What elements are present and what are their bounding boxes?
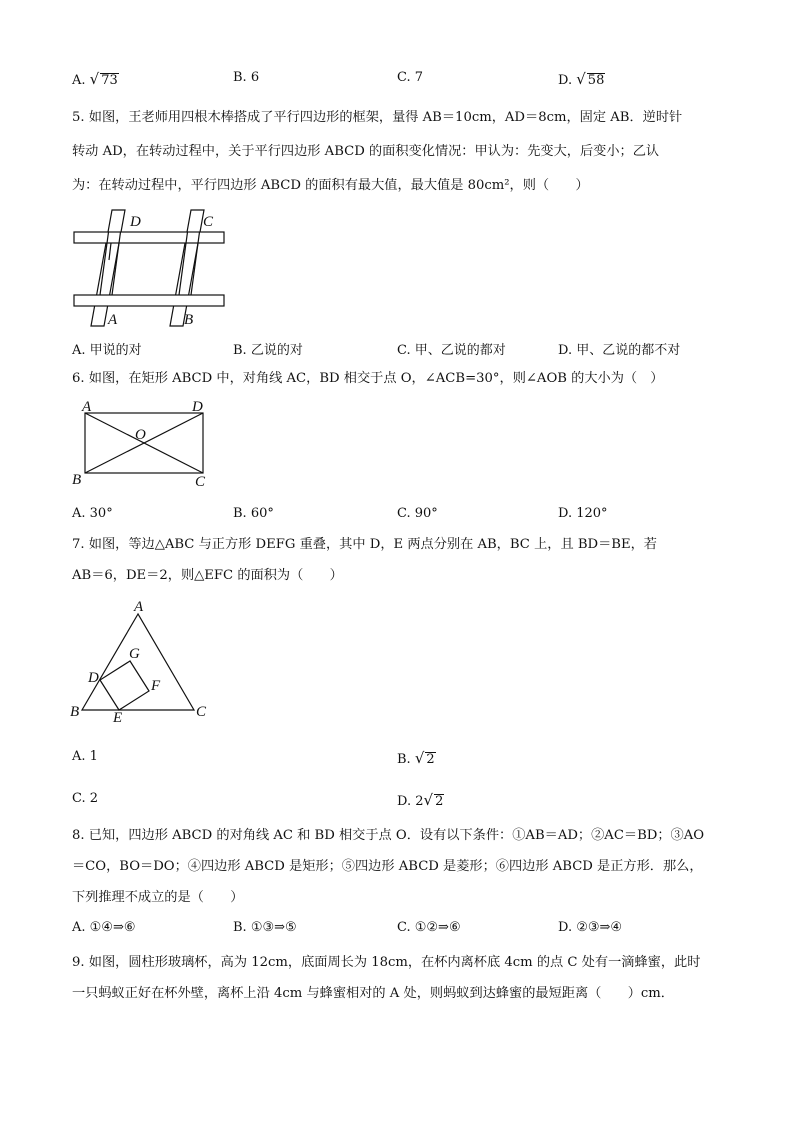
q7-text-line: AB＝6，DE＝2，则△EFC 的面积为（ ） <box>72 568 343 583</box>
q8-option-b[interactable]: B. ①③⇒⑤ <box>233 920 297 935</box>
label-b: B <box>70 704 80 720</box>
q5-option-d[interactable]: D. 甲、乙说的都不对 <box>558 343 681 358</box>
label-d: D <box>192 399 203 415</box>
q5-option-a[interactable]: A. 甲说的对 <box>72 343 142 358</box>
q5-text-line: 5. 如图，王老师用四根木棒搭成了平行四边形的框架，量得 AB＝10cm，AD＝8cm，固定 AB．逆时针 <box>72 110 683 125</box>
sqrt-symbol: √ <box>576 70 586 88</box>
q4-option-a[interactable]: A. √ 73 <box>72 70 118 88</box>
label-d: D <box>130 214 141 230</box>
label-o: O <box>135 427 146 443</box>
sqrt-symbol: √ <box>423 791 434 809</box>
label-e: E <box>113 710 123 726</box>
stick-bc <box>170 210 204 326</box>
q8-text-line: ＝CO，BO＝DO；④四边形 ABCD 是矩形；⑤四边形 ABCD 是菱形；⑥四边形 ABCD 是正方形．那么， <box>72 859 703 874</box>
q8-text-line: 下列推理不成立的是（ ） <box>72 890 244 905</box>
label-a: A <box>82 399 92 415</box>
label-b: B <box>72 472 82 488</box>
q8-option-c[interactable]: C. ①②⇒⑥ <box>397 920 461 935</box>
q7-option-b[interactable]: B. √ 2 <box>397 749 435 767</box>
q6-text-line: 6. 如图，在矩形 ABCD 中，对角线 AC，BD 相交于点 O，∠ACB=30°，则∠AOB 的大小为（ ） <box>72 371 664 386</box>
q9-text-line: 9. 如图，圆柱形玻璃杯，高为 12cm，底面周长为 18cm，在杯内离杯底 4cm 的点 C 处有一滴蜂蜜，此时 <box>72 955 701 970</box>
sqrt-symbol: √ <box>414 749 425 767</box>
q7-option-a[interactable]: A. 1 <box>72 749 98 764</box>
q5-text-line: 转动 AD，在转动过程中，关于平行四边形 ABCD 的面积变化情况：甲认为：先变大，后变小；乙认 <box>72 144 660 159</box>
q6-option-c[interactable]: C. 90° <box>397 506 438 521</box>
q6-option-a[interactable]: A. 30° <box>72 506 113 521</box>
q7-text-line: 7. 如图，等边△ABC 与正方形 DEFG 重叠，其中 D，E 两点分别在 AB，BC 上，且 BD＝BE，若 <box>72 537 657 552</box>
q7-option-d[interactable]: D. 2√ 2 <box>397 791 444 809</box>
q6-option-d[interactable]: D. 120° <box>558 506 608 521</box>
q9-text-line: 一只蚂蚁正好在杯外壁，离杯上沿 4cm 与蜂蜜相对的 A 处，则蚂蚁到达蜂蜜的最短距离（ ）cm． <box>72 986 674 1001</box>
stick-ab <box>74 295 224 306</box>
label-g: G <box>129 646 140 662</box>
q5-option-b[interactable]: B. 乙说的对 <box>233 343 303 358</box>
label-c: C <box>195 474 206 490</box>
label-b: B <box>184 312 194 328</box>
label-a: A <box>108 312 118 328</box>
q7-option-c[interactable]: C. 2 <box>72 791 99 806</box>
sqrt-symbol: √ <box>89 70 100 88</box>
q4-option-d[interactable]: D. √ 58 <box>558 70 605 88</box>
label-c: C <box>203 214 214 230</box>
stick-ad <box>91 210 125 326</box>
q8-option-d[interactable]: D. ②③⇒④ <box>558 920 623 935</box>
q8-text-line: 8. 已知，四边形 ABCD 的对角线 AC 和 BD 相交于点 O．设有以下条件：①AB＝AD；②AC＝BD；③AO <box>72 828 705 843</box>
label-a: A <box>134 599 144 615</box>
q6-rectangle-figure <box>70 396 220 492</box>
q5-parallelogram-figure <box>68 206 238 330</box>
q7-triangle-figure <box>66 596 226 726</box>
q4-option-b[interactable]: B. 6 <box>233 70 260 85</box>
label-d: D <box>88 670 99 686</box>
q5-text-line: 为：在转动过程中，平行四边形 ABCD 的面积有最大值，最大值是 80cm²，则（ ） <box>72 178 589 193</box>
q8-option-a[interactable]: A. ①④⇒⑥ <box>72 920 136 935</box>
q4-option-c[interactable]: C. 7 <box>397 70 424 85</box>
label-c: C <box>196 704 207 720</box>
q6-option-b[interactable]: B. 60° <box>233 506 274 521</box>
stick-dc <box>74 232 224 243</box>
q5-option-c[interactable]: C. 甲、乙说的都对 <box>397 343 506 358</box>
label-f: F <box>151 678 161 694</box>
